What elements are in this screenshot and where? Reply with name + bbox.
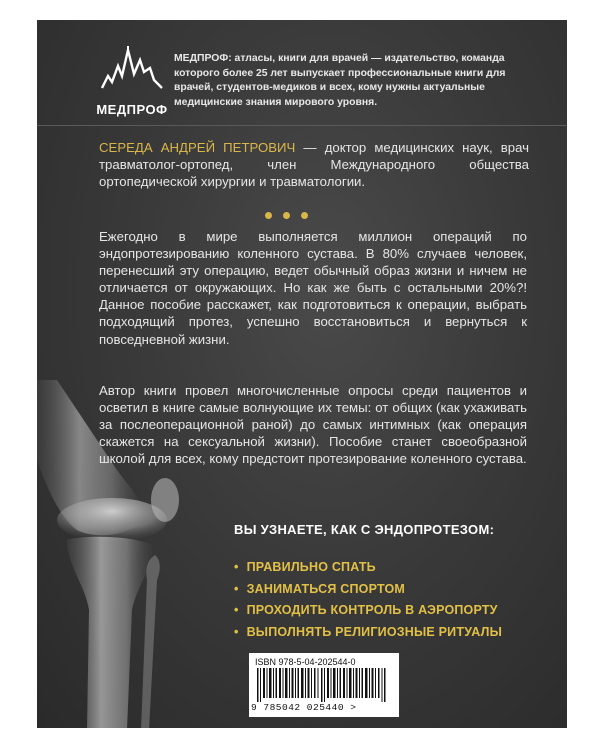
logo-text: МЕДПРОФ [96,102,168,117]
list-item [234,622,502,644]
author-bio-text: — доктор медицинских наук, врач травматолог-ортопед, член Международного общества ортопедической хирургии и травматологии. [99,140,529,189]
bullet-icon: • [234,560,239,574]
list-item [234,600,502,622]
dot-icon [283,212,290,219]
list-item-label: ЗАНИМАТЬСЯ СПОРТОМ [246,581,406,596]
divider [37,125,567,126]
barcode-icon [257,668,391,702]
list-item-label: ПРОХОДИТЬ КОНТРОЛЬ В АЭРОПОРТУ [246,603,498,617]
barcode-digits: 9 785042 025440 > [251,702,357,713]
author-bio [99,139,529,190]
dot-icon [265,212,272,219]
list-item [234,579,502,601]
dot-icon [301,212,308,219]
publisher-description: МЕДПРОФ: атласы, книги для врачей — издательство, команда которого более 25 лет выпускает профессиональные книги для врачей, студентов-медиков и всех, кому нужны актуальные медицинские знания мирового уровня. [174,53,506,108]
annotation-paragraph-1: Ежегодно в мире выполняется миллион операций по эндопротезированию коленного сустава. В 80% случаев человек, перенесший эту операцию, ведет обычный образ жизни и ничем не отличается от окружающих. Но как же быть с остальными 20%?! Данное пособие расскажет, как подготовиться к операции, выбрать подходящий протез, успешно восстановиться и вернуться к повседневной жизни. [99,229,527,347]
list-item-label: ВЫПОЛНЯТЬ РЕЛИГИОЗНЫЕ РИТУАЛЫ [246,624,503,639]
isbn-barcode [249,653,399,717]
decorative-dots [265,206,319,224]
bullet-icon: • [234,603,239,617]
bullet-icon: • [234,624,239,639]
list-item [234,557,502,579]
benefits-list [234,557,502,643]
publisher-logo [92,46,182,126]
list-item-label: ПРАВИЛЬНО СПАТЬ [246,560,376,574]
learn-heading: ВЫ УЗНАЕТЕ, КАК С ЭНДОПРОТЕЗОМ: [234,522,495,537]
isbn-text: ISBN 978-5-04-202544-0 [255,657,356,667]
bullet-icon: • [234,581,239,596]
author-name: СЕРЕДА АНДРЕЙ ПЕТРОВИЧ [99,140,296,155]
annotation-paragraph-2: Автор книги провел многочисленные опросы среди пациентов и осветил в книге самые волнующие их темы: от общих (как ухаживать за послеоперационной раной) до самых интимных (как операция скажется на сексуальной жизни). Пособие станет своеобразной школой для всех, кому предстоит протезирование коленного сустава. [99,383,527,467]
back-cover [37,20,567,728]
city-skyline-icon [100,46,164,90]
